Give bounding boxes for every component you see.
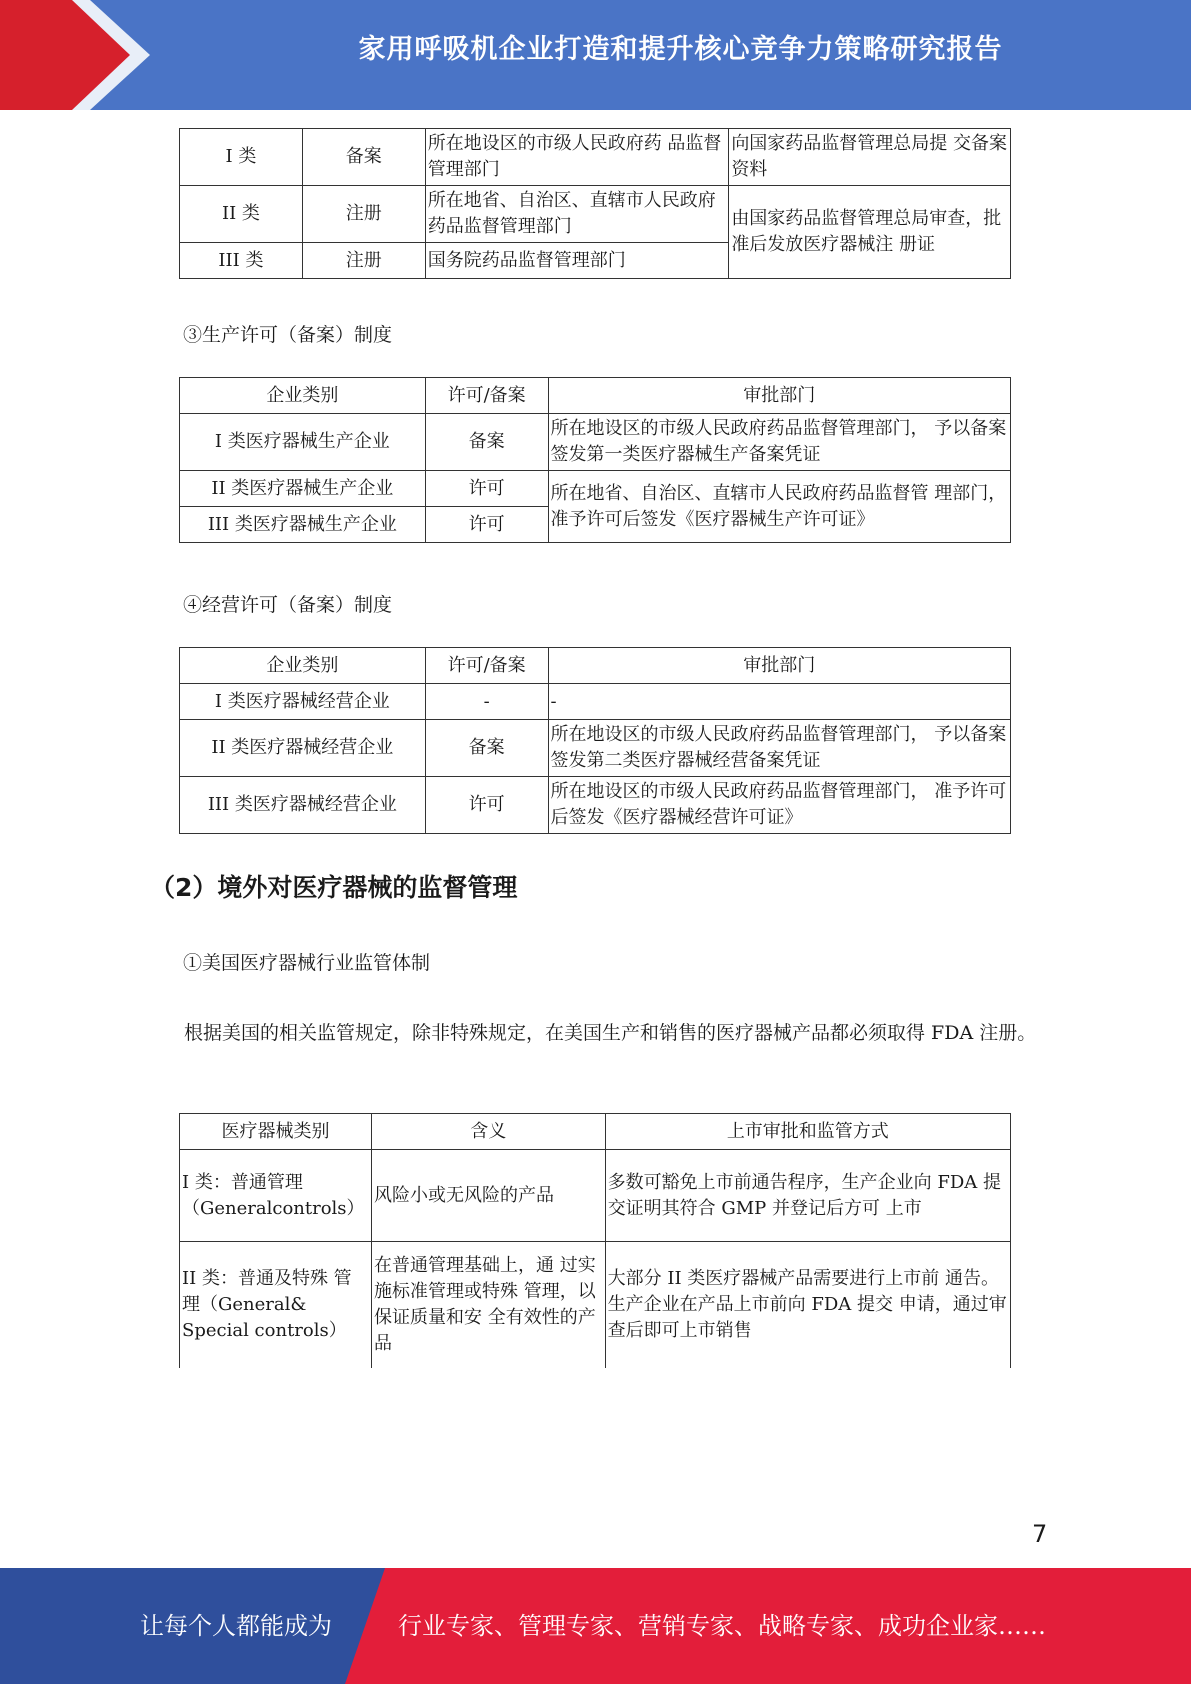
table-cell: II 类医疗器械生产企业 <box>180 471 426 507</box>
table-cell: I 类医疗器械经营企业 <box>180 684 426 720</box>
table-cell: 由国家药品监督管理总局审查，批准后发放医疗器械注 册证 <box>729 186 1011 279</box>
table-header-row <box>180 648 1011 684</box>
table-cell: 注册 <box>302 243 425 279</box>
table-cell: III 类 <box>180 243 303 279</box>
us-device-class-table <box>179 1113 1011 1368</box>
page-footer <box>0 1568 1191 1684</box>
table-cell: 风险小或无风险的产品 <box>371 1150 605 1242</box>
table-cell: 国务院药品监督管理部门 <box>425 243 729 279</box>
table-cell: 备案 <box>425 414 548 471</box>
column-header: 医疗器械类别 <box>180 1114 372 1150</box>
table-cell: - <box>548 684 1010 720</box>
table-cell: 许可 <box>425 471 548 507</box>
table-row <box>180 720 1011 777</box>
table-cell: 所在地设区的市级人民政府药品监督管理部门， 予以备案签发第一类医疗器械生产备案凭证 <box>548 414 1010 471</box>
column-header: 审批部门 <box>548 648 1010 684</box>
production-license-table <box>179 377 1011 543</box>
column-header: 含义 <box>371 1114 605 1150</box>
footer-slogan-right: 行业专家、管理专家、营销专家、战略专家、成功企业家…… <box>398 1612 1046 1640</box>
table-cell: I 类医疗器械生产企业 <box>180 414 426 471</box>
body-paragraph: 根据美国的相关监管规定，除非特殊规定，在美国生产和销售的医疗器械产品都必须取得 FDA 注册。 <box>184 1022 1037 1044</box>
table-cell: I 类：普通管理（Generalcontrols） <box>180 1150 372 1242</box>
column-header: 企业类别 <box>180 378 426 414</box>
table-cell: 许可 <box>425 777 548 834</box>
table-cell: II 类：普通及特殊 管理（General& Special controls） <box>180 1242 372 1368</box>
table-cell: - <box>425 684 548 720</box>
section-caption: ①美国医疗器械行业监管体制 <box>183 952 431 974</box>
registration-table <box>179 128 1011 279</box>
table-cell: 注册 <box>302 186 425 243</box>
report-title: 家用呼吸机企业打造和提升核心竞争力策略研究报告 <box>358 34 1003 65</box>
page-number: 7 <box>1032 1520 1048 1548</box>
table-cell: 备案 <box>425 720 548 777</box>
table-row <box>180 129 1011 186</box>
footer-slogan-left: 让每个人都能成为 <box>140 1612 332 1640</box>
table-cell: 向国家药品监督管理总局提 交备案资料 <box>729 129 1011 186</box>
table-cell: 所在地省、自治区、直辖市人民政府药品监督管 理部门，准予许可后签发《医疗器械生产许可证》 <box>548 471 1010 543</box>
table-row <box>180 471 1011 507</box>
table-cell: 许可 <box>425 507 548 543</box>
section-heading: （2）境外对医疗器械的监督管理 <box>150 873 518 902</box>
table-cell: 所在地设区的市级人民政府药 品监督管理部门 <box>425 129 729 186</box>
table-cell: II 类医疗器械经营企业 <box>180 720 426 777</box>
table-row <box>180 1242 1011 1368</box>
table-cell: 大部分 II 类医疗器械产品需要进行上市前 通告。生产企业在产品上市前向 FDA 提交 申请，通过审查后即可上市销售 <box>605 1242 1010 1368</box>
table-cell: I 类 <box>180 129 303 186</box>
table-cell: 多数可豁免上市前通告程序，生产企业向 FDA 提交证明其符合 GMP 并登记后方可 上市 <box>605 1150 1010 1242</box>
column-header: 许可/备案 <box>425 648 548 684</box>
table-cell: II 类 <box>180 186 303 243</box>
page-header <box>0 0 1191 110</box>
section-caption: ④经营许可（备案）制度 <box>183 594 393 616</box>
table-cell: 所在地设区的市级人民政府药品监督管理部门， 准予许可后签发《医疗器械经营许可证》 <box>548 777 1010 834</box>
table-header-row <box>180 1114 1011 1150</box>
table-cell: III 类医疗器械经营企业 <box>180 777 426 834</box>
column-header: 企业类别 <box>180 648 426 684</box>
table-cell: 在普通管理基础上，通 过实施标准管理或特殊 管理，以保证质量和安 全有效性的产品 <box>371 1242 605 1368</box>
table-header-row <box>180 378 1011 414</box>
table-row <box>180 684 1011 720</box>
table-row <box>180 1150 1011 1242</box>
table-cell: III 类医疗器械生产企业 <box>180 507 426 543</box>
table-cell: 所在地省、自治区、直辖市人民政府药品监督管理部门 <box>425 186 729 243</box>
section-caption: ③生产许可（备案）制度 <box>183 324 393 346</box>
column-header: 许可/备案 <box>425 378 548 414</box>
table-cell: 所在地设区的市级人民政府药品监督管理部门， 予以备案签发第二类医疗器械经营备案凭证 <box>548 720 1010 777</box>
column-header: 审批部门 <box>548 378 1010 414</box>
table-row <box>180 186 1011 243</box>
table-row <box>180 777 1011 834</box>
table-cell: 备案 <box>302 129 425 186</box>
business-license-table <box>179 647 1011 834</box>
table-row <box>180 414 1011 471</box>
column-header: 上市审批和监管方式 <box>605 1114 1010 1150</box>
